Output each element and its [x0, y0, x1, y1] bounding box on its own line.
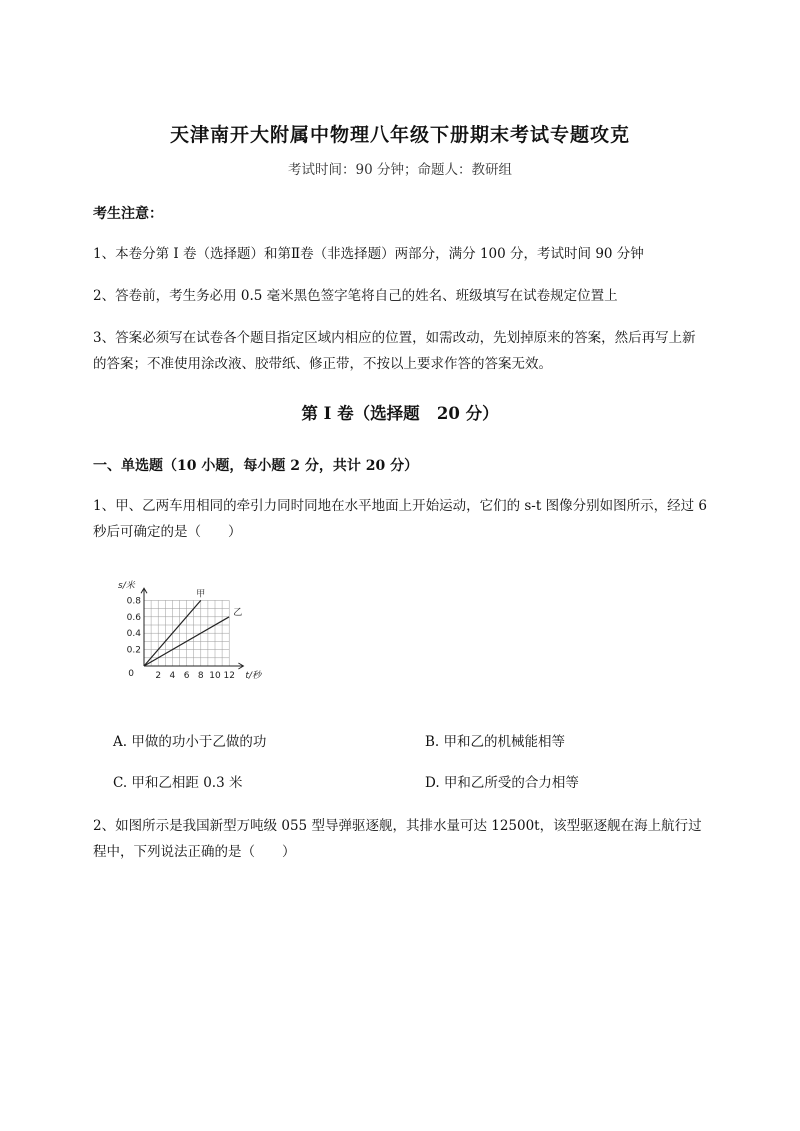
question-1-text: 1、甲、乙两车用相同的牵引力同时同地在水平地面上开始运动，它们的 s-t 图像分别如图所示，经过 6 秒后可确定的是（ ）	[93, 498, 707, 540]
q1-option-d[interactable]: D. 甲和乙所受的合力相等	[425, 775, 579, 791]
x-tick-label: 6	[183, 671, 190, 681]
x-tick-label: 4	[169, 671, 176, 681]
graph-grid	[144, 600, 229, 666]
notice-item-1: 1、本卷分第 I 卷（选择题）和第Ⅱ卷（非选择题）两部分，满分 100 分，考试时间 90 分钟	[93, 246, 644, 262]
s-t-graph	[113, 574, 273, 689]
q1-option-a[interactable]: A. 甲做的功小于乙做的功	[113, 734, 267, 750]
q1-option-b[interactable]: B. 甲和乙的机械能相等	[425, 734, 566, 750]
x-tick-label: 8	[197, 671, 204, 681]
q1-option-c[interactable]: C. 甲和乙相距 0.3 米	[113, 775, 243, 791]
series-label-2: 乙	[233, 607, 243, 618]
notice-heading: 考生注意：	[93, 206, 163, 222]
question-2-text: 2、如图所示是我国新型万吨级 055 型导弹驱逐舰，其排水量可达 12500t，该型驱逐舰在海上航行过程中，下列说法正确的是（ ）	[93, 818, 702, 860]
part-heading: 一、单选题（10 小题，每小题 2 分，共计 20 分）	[93, 458, 419, 474]
notice-item-2: 2、答卷前，考生务必用 0.5 毫米黑色签字笔将自己的姓名、班级填写在试卷规定位置上	[93, 288, 618, 304]
y-tick-label: 0.2	[126, 645, 141, 656]
y-axis-label: s/米	[118, 581, 135, 592]
series-label-1: 甲	[196, 589, 206, 600]
y-tick-label: 0.8	[126, 596, 141, 607]
origin-label: 0	[128, 669, 134, 679]
y-tick-label: 0.4	[126, 629, 141, 640]
x-tick-label: 12	[223, 671, 235, 681]
notice-item-3: 3、答案必须写在试卷各个题目指定区域内相应的位置，如需改动，先划掉原来的答案，然后再写上新的答案；不准使用涂改液、胶带纸、修正带，不按以上要求作答的答案无效。	[93, 330, 696, 372]
y-tick-label: 0.6	[126, 612, 141, 623]
section-title: 第 I 卷（选择题 20 分）	[301, 404, 499, 423]
x-tick-label: 2	[155, 671, 162, 681]
x-axis-label: t/秒	[245, 671, 261, 681]
x-tick-label: 10	[209, 671, 221, 681]
exam-info: 考试时间：90 分钟；命题人：教研组	[288, 162, 512, 178]
page-title: 天津南开大附属中物理八年级下册期末考试专题攻克	[169, 124, 630, 146]
